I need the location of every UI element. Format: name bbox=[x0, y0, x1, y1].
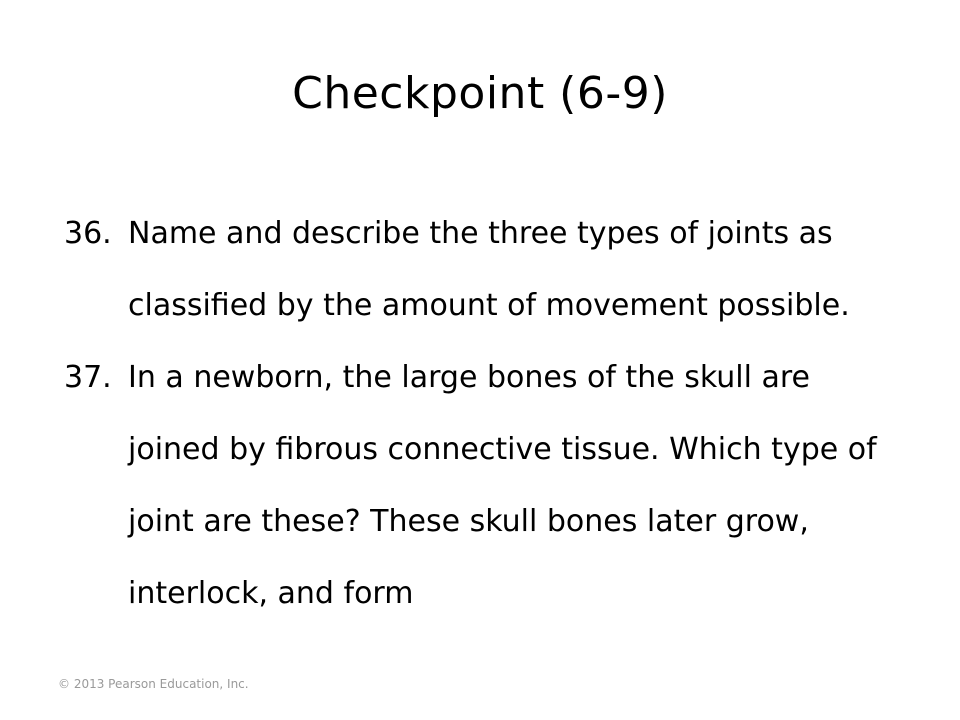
item-number: 36. bbox=[64, 216, 112, 251]
list-item bbox=[64, 342, 904, 630]
list-item bbox=[64, 198, 904, 342]
slide-title: Checkpoint (6-9) bbox=[292, 68, 668, 119]
item-text: Name and describe the three types of joints as classified by the amount of movement possible. bbox=[128, 216, 850, 323]
item-number: 37. bbox=[64, 360, 112, 395]
question-list bbox=[64, 198, 904, 630]
copyright-footer: © 2013 Pearson Education, Inc. bbox=[58, 677, 249, 691]
item-text: In a newborn, the large bones of the skull are joined by fibrous connective tissue. Which type of joint are these? These skull bones later grow, interlock, and form bbox=[128, 360, 877, 611]
